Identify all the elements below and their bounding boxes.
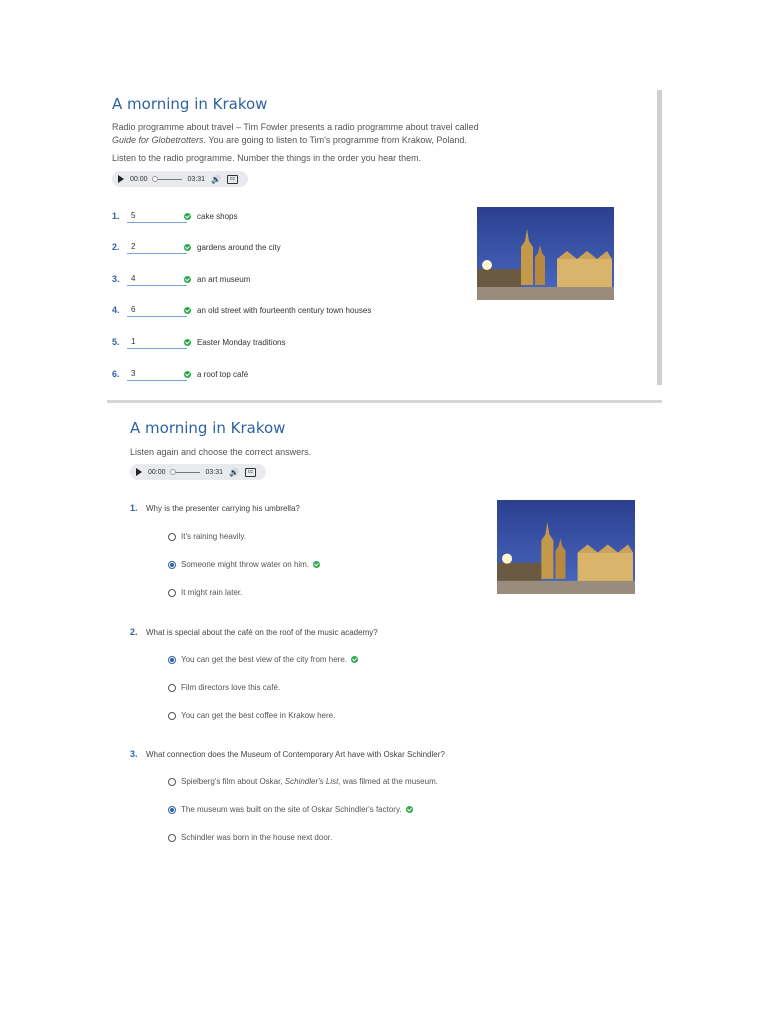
- question-number: 3.: [130, 749, 138, 759]
- krakow-photo: [497, 500, 635, 594]
- play-icon[interactable]: [118, 175, 124, 183]
- radio-button[interactable]: [168, 712, 176, 720]
- question-number: 2.: [130, 627, 138, 637]
- answer-option[interactable]: [168, 683, 280, 692]
- check-icon: [351, 656, 358, 663]
- exercise-panel-multiple-choice: [107, 408, 667, 858]
- item-text: an art museum: [197, 274, 251, 284]
- option-text: The museum was built on the site of Oskar Schindler's factory.: [181, 805, 402, 814]
- audio-player: [112, 171, 248, 187]
- check-icon: [184, 213, 191, 220]
- check-icon: [184, 244, 191, 251]
- radio-button[interactable]: [168, 561, 176, 569]
- item-text: Easter Monday traditions: [197, 337, 286, 347]
- volume-icon[interactable]: 🔊: [211, 174, 222, 184]
- question-text: What connection does the Museum of Contemporary Art have with Oskar Schindler?: [146, 749, 445, 759]
- audio-current-time: 00:00: [148, 468, 166, 476]
- check-icon: [184, 276, 191, 283]
- answer-input[interactable]: 4: [127, 272, 187, 286]
- radio-button[interactable]: [168, 589, 176, 597]
- check-icon: [184, 371, 191, 378]
- answer-input[interactable]: 6: [127, 303, 187, 317]
- scrollbar[interactable]: [657, 90, 662, 385]
- list-item: [112, 207, 237, 225]
- question-text: Why is the presenter carrying his umbrella?: [146, 503, 300, 513]
- answer-option[interactable]: [168, 655, 358, 664]
- krakow-photo: [477, 207, 614, 300]
- check-icon: [313, 561, 320, 568]
- answer-option[interactable]: [168, 833, 332, 842]
- item-number: 2.: [112, 242, 120, 252]
- page-title: A morning in Krakow: [130, 419, 286, 437]
- radio-button[interactable]: [168, 656, 176, 664]
- option-text: It's raining heavily.: [181, 532, 246, 541]
- list-item: [112, 238, 281, 256]
- answer-option[interactable]: [168, 711, 335, 720]
- option-text: You can get the best view of the city from here.: [181, 655, 348, 664]
- answer-input[interactable]: 3: [127, 367, 187, 381]
- audio-current-time: 00:00: [130, 175, 148, 183]
- list-item: [112, 365, 248, 383]
- option-text: You can get the best coffee in Krakow here.: [181, 711, 336, 720]
- volume-icon[interactable]: 🔊: [229, 467, 240, 477]
- item-number: 4.: [112, 305, 120, 315]
- answer-option[interactable]: [168, 777, 438, 786]
- item-text: gardens around the city: [197, 242, 281, 252]
- captions-icon[interactable]: cc: [227, 175, 238, 184]
- question: [130, 627, 378, 637]
- option-text: Schindler was born in the house next door.: [181, 833, 333, 842]
- option-text: Spielberg's film about Oskar, Schindler's List, was filmed at the museum.: [181, 777, 438, 786]
- item-number: 3.: [112, 274, 120, 284]
- option-text: Film directors love this café.: [181, 683, 281, 692]
- answer-option[interactable]: [168, 805, 413, 814]
- radio-button[interactable]: [168, 834, 176, 842]
- item-text: cake shops: [197, 211, 238, 221]
- seek-handle[interactable]: [170, 469, 176, 475]
- answer-input[interactable]: 5: [127, 209, 187, 223]
- seek-handle[interactable]: [152, 176, 158, 182]
- answer-input[interactable]: 1: [127, 335, 187, 349]
- answer-option[interactable]: [168, 588, 242, 597]
- question-text: What is special about the café on the roof of the music academy?: [146, 627, 378, 637]
- audio-duration: 03:31: [187, 175, 206, 183]
- audio-duration: 03:31: [205, 468, 224, 476]
- audio-player: [130, 464, 266, 480]
- question: [130, 503, 300, 513]
- instruction-text: Listen to the radio programme. Number the things in the order you hear them.: [112, 153, 422, 163]
- page-title: A morning in Krakow: [112, 95, 268, 113]
- item-number: 6.: [112, 369, 120, 379]
- audio-seek-bar[interactable]: [154, 179, 182, 180]
- radio-button[interactable]: [168, 778, 176, 786]
- play-icon[interactable]: [136, 468, 142, 476]
- answer-option[interactable]: [168, 560, 320, 569]
- option-text: Someone might throw water on him.: [181, 560, 310, 569]
- answer-input[interactable]: 2: [127, 240, 187, 254]
- captions-icon[interactable]: cc: [245, 468, 256, 477]
- exercise-panel-ordering: [107, 90, 662, 403]
- question: [130, 749, 445, 759]
- check-icon: [184, 339, 191, 346]
- radio-button[interactable]: [168, 684, 176, 692]
- list-item: [112, 270, 250, 288]
- list-item: [112, 333, 286, 351]
- answer-option[interactable]: [168, 532, 246, 541]
- check-icon: [184, 307, 191, 314]
- instruction-text: Listen again and choose the correct answers.: [130, 447, 312, 457]
- check-icon: [406, 806, 413, 813]
- audio-seek-bar[interactable]: [172, 472, 200, 473]
- item-text: a roof top café: [197, 369, 249, 379]
- item-number: 5.: [112, 337, 120, 347]
- radio-button[interactable]: [168, 533, 176, 541]
- list-item: [112, 301, 371, 319]
- item-text: an old street with fourteenth century town houses: [197, 305, 372, 315]
- intro-text: Radio programme about travel – Tim Fowler presents a radio programme about travel called Guide for Globetrotters. You are going to listen to Tim's programme from Krakow, Poland.: [112, 122, 479, 145]
- option-text: It might rain later.: [181, 588, 243, 597]
- item-number: 1.: [112, 211, 120, 221]
- radio-button[interactable]: [168, 806, 176, 814]
- question-number: 1.: [130, 503, 138, 513]
